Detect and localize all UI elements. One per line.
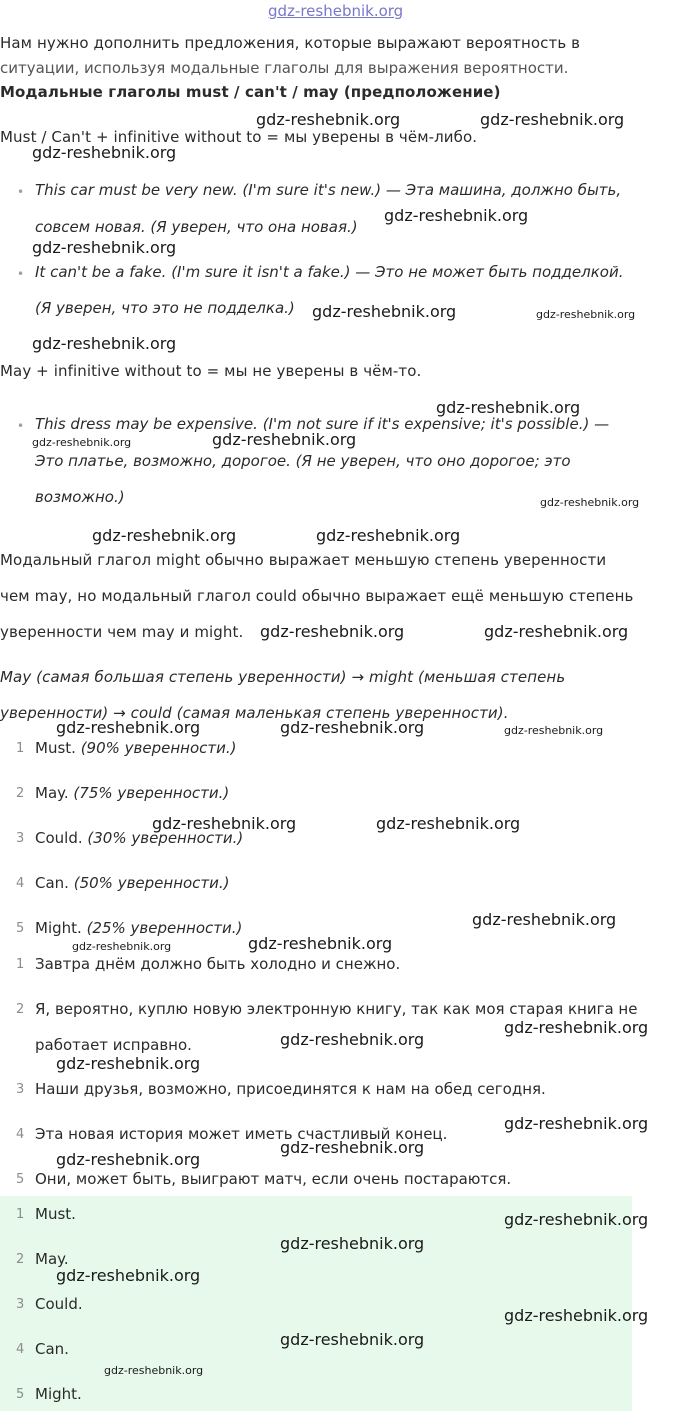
watermark: gdz-reshebnik.org — [260, 622, 405, 641]
degree-number: 5 — [16, 921, 25, 936]
watermark: gdz-reshebnik.org — [472, 910, 617, 929]
degree-item-2: May. (75% уверенности.) — [35, 784, 230, 802]
watermark: gdz-reshebnik.org — [312, 302, 457, 321]
translation-number: 4 — [16, 1127, 25, 1142]
watermark: gdz-reshebnik.org — [72, 940, 172, 953]
watermark: gdz-reshebnik.org — [436, 398, 581, 417]
translation-item-2-line-2: работает исправно. — [35, 1036, 192, 1054]
watermark: gdz-reshebnik.org — [376, 814, 521, 833]
watermark: gdz-reshebnik.org — [536, 308, 636, 321]
bullet-icon: • — [17, 185, 25, 199]
answer-number: 5 — [16, 1387, 25, 1402]
watermark: gdz-reshebnik.org — [280, 718, 425, 737]
watermark: gdz-reshebnik.org — [32, 436, 132, 449]
watermark: gdz-reshebnik.org — [480, 110, 625, 129]
translation-number: 1 — [16, 957, 25, 972]
watermark: gdz-reshebnik.org — [248, 934, 393, 953]
translation-number: 5 — [16, 1172, 25, 1187]
rule-title: Модальные глаголы must / can't / may (предположение) — [0, 83, 501, 101]
degree-item-4: Can. (50% уверенности.) — [35, 874, 230, 892]
degree-number: 3 — [16, 831, 25, 846]
watermark: gdz-reshebnik.org — [104, 1364, 204, 1377]
degree-item-3: Could. (30% уверенности.) — [35, 829, 244, 847]
watermark: gdz-reshebnik.org — [212, 430, 357, 449]
answer-item-1: Must. — [35, 1205, 76, 1223]
watermark: gdz-reshebnik.org — [280, 1234, 425, 1253]
watermark: gdz-reshebnik.org — [504, 1018, 649, 1037]
watermark-top-link[interactable]: gdz-reshebnik.org — [268, 2, 404, 20]
rule-may: May + infinitive without to = мы не уверены в чём-то. — [0, 362, 422, 380]
answer-number: 1 — [16, 1207, 25, 1222]
bullet-icon: • — [17, 267, 25, 281]
answer-number: 4 — [16, 1342, 25, 1357]
degree-number: 1 — [16, 741, 25, 756]
example-may-line-1: This dress may be expensive. (I'm not sure if it's expensive; it's possible.) — — [35, 415, 610, 433]
watermark: gdz-reshebnik.org — [504, 1210, 649, 1229]
watermark: gdz-reshebnik.org — [504, 1306, 649, 1325]
watermark: gdz-reshebnik.org — [280, 1138, 425, 1157]
example-cant-line-2: (Я уверен, что это не подделка.) — [35, 299, 295, 317]
answer-item-4: Can. — [35, 1340, 69, 1358]
example-must-line-2: совсем новая. (Я уверен, что она новая.) — [35, 218, 358, 236]
answer-item-2: May. — [35, 1250, 69, 1268]
watermark: gdz-reshebnik.org — [32, 334, 177, 353]
example-may-line-2: Это платье, возможно, дорогое. (Я не уверен, что оно дорогое; это — [35, 452, 571, 470]
degree-item-1: Must. (90% уверенности.) — [35, 739, 237, 757]
watermark: gdz-reshebnik.org — [92, 526, 237, 545]
watermark: gdz-reshebnik.org — [504, 1114, 649, 1133]
bullet-icon: • — [17, 419, 25, 433]
watermark: gdz-reshebnik.org — [32, 238, 177, 257]
translation-item-1: Завтра днём должно быть холодно и снежно. — [35, 955, 401, 973]
rule-must-cant: Must / Can't + infinitive without to = мы уверены в чём-либо. — [0, 128, 478, 146]
intro-line-1: Нам нужно дополнить предложения, которые выражают вероятность в — [0, 34, 581, 52]
watermark: gdz-reshebnik.org — [540, 496, 640, 509]
example-must-line-1: This car must be very new. (I'm sure it's new.) — Эта машина, должно быть, — [35, 181, 622, 199]
translation-number: 3 — [16, 1082, 25, 1097]
answer-number: 3 — [16, 1297, 25, 1312]
watermark: gdz-reshebnik.org — [256, 110, 401, 129]
translation-number: 2 — [16, 1002, 25, 1017]
answer-number: 2 — [16, 1252, 25, 1267]
example-cant-line-1: It can't be a fake. (I'm sure it isn't a fake.) — Это не может быть подделкой. — [35, 263, 624, 281]
translation-item-3: Наши друзья, возможно, присоединятся к нам на обед сегодня. — [35, 1080, 546, 1098]
watermark: gdz-reshebnik.org — [32, 143, 177, 162]
watermark: gdz-reshebnik.org — [56, 1054, 201, 1073]
watermark: gdz-reshebnik.org — [484, 622, 629, 641]
watermark: gdz-reshebnik.org — [56, 718, 201, 737]
answer-item-5: Might. — [35, 1385, 82, 1403]
degree-item-5: Might. (25% уверенности.) — [35, 919, 243, 937]
watermark: gdz-reshebnik.org — [152, 814, 297, 833]
degree-number: 2 — [16, 786, 25, 801]
watermark: gdz-reshebnik.org — [384, 206, 529, 225]
watermark: gdz-reshebnik.org — [280, 1330, 425, 1349]
scale-line-1: May (самая большая степень уверенности) → might (меньшая степень — [0, 668, 566, 686]
translation-item-5: Они, может быть, выиграют матч, если очень постараются. — [35, 1170, 512, 1188]
might-could-line-1: Модальный глагол might обычно выражает меньшую степень уверенности — [0, 551, 607, 569]
watermark: gdz-reshebnik.org — [316, 526, 461, 545]
might-could-line-2: чем may, но модальный глагол could обычно выражает ещё меньшую степень — [0, 587, 634, 605]
translation-item-4: Эта новая история может иметь счастливый конец. — [35, 1125, 448, 1143]
translation-item-2-line-1: Я, вероятно, куплю новую электронную книгу, так как моя старая книга не — [35, 1000, 638, 1018]
scale-line-2: уверенности) → could (самая маленькая степень уверенности). — [0, 704, 509, 722]
degree-number: 4 — [16, 876, 25, 891]
watermark: gdz-reshebnik.org — [56, 1150, 201, 1169]
watermark: gdz-reshebnik.org — [504, 724, 604, 737]
example-may-line-3: возможно.) — [35, 488, 125, 506]
intro-line-2-clipped: ситуации, используя модальные глаголы для выражения вероятности. — [0, 59, 569, 77]
watermark: gdz-reshebnik.org — [280, 1030, 425, 1049]
watermark: gdz-reshebnik.org — [56, 1266, 201, 1285]
might-could-line-3: уверенности чем may и might. — [0, 623, 244, 641]
answer-item-3: Could. — [35, 1295, 83, 1313]
